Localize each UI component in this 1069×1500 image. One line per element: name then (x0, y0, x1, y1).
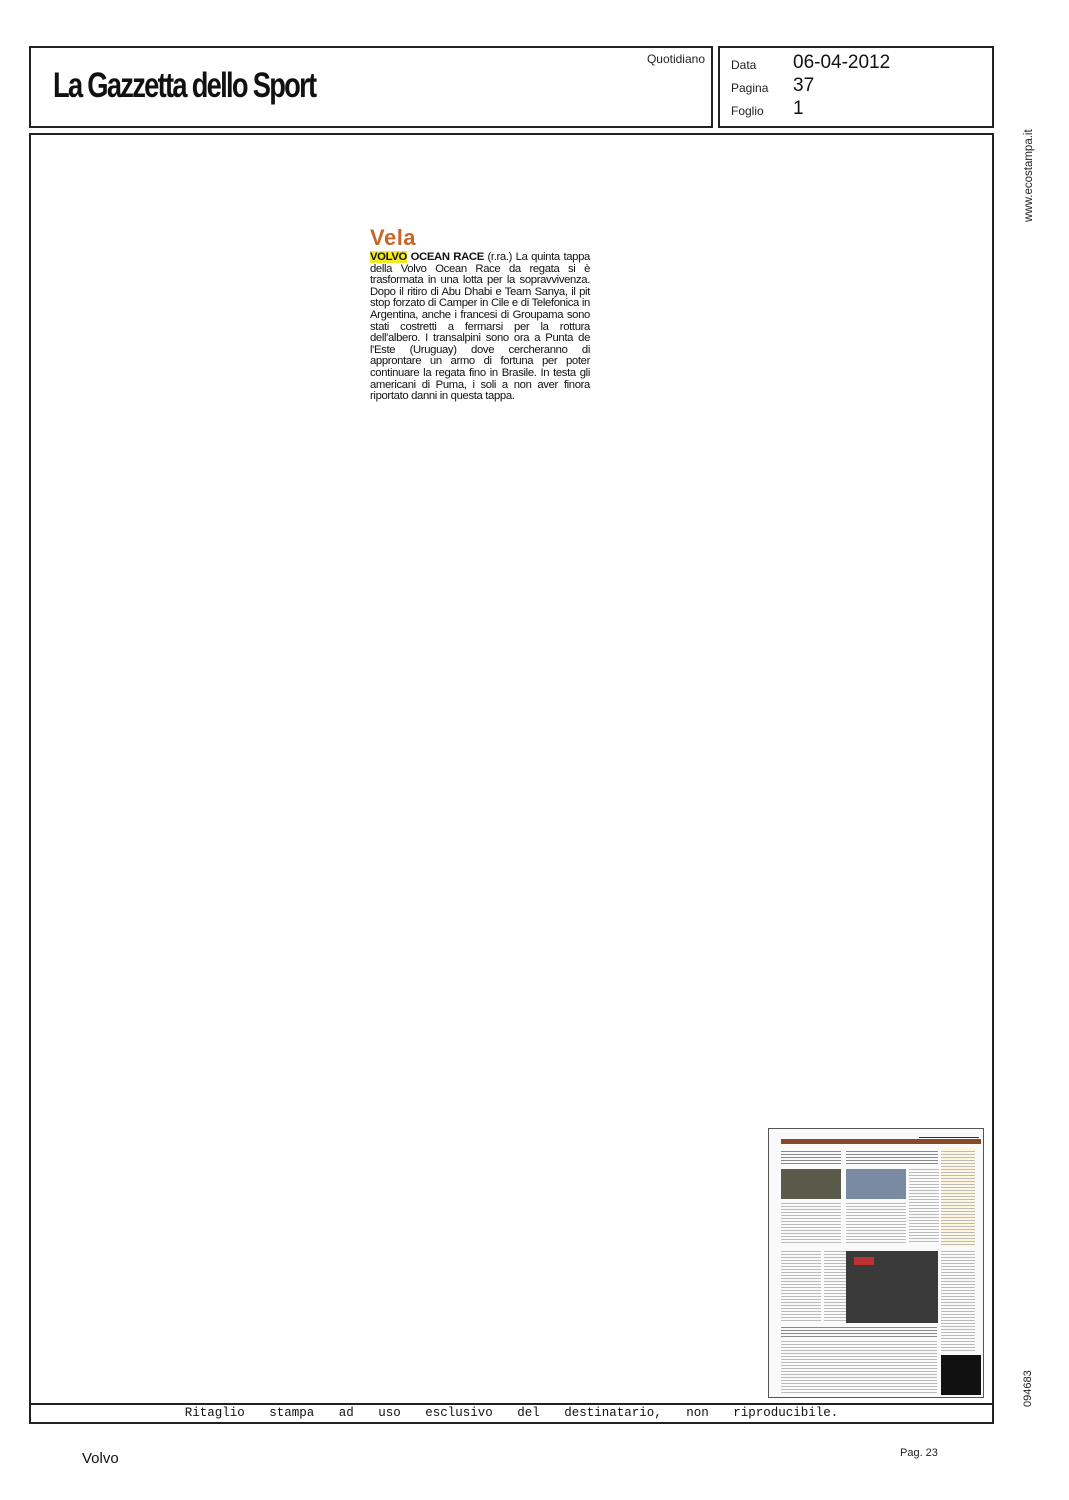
article (370, 226, 590, 403)
sheet-value: 1 (793, 98, 804, 119)
section-title: Vela (370, 225, 417, 250)
page-label: Pagina (731, 81, 769, 95)
date-label: Data (731, 58, 757, 72)
masthead-logo: La Gazzetta dello Sport (53, 66, 316, 105)
date-value: 06-04-2012 (793, 52, 891, 73)
thumb-headline (781, 1327, 937, 1337)
thumb-text (781, 1251, 821, 1323)
highlighted-keyword: VOLVO (370, 251, 407, 263)
ecostampa-url: www.ecostampa.it (1023, 129, 1035, 222)
info-box (718, 46, 994, 128)
thumb-photo (781, 1169, 841, 1199)
article-body (370, 252, 590, 403)
page-thumbnail (768, 1128, 984, 1398)
thumb-text (941, 1151, 975, 1247)
sheet-label: Foglio (731, 104, 764, 118)
thumb-headline (781, 1151, 841, 1165)
info-row-date (731, 52, 981, 74)
article-text: (r.ra.) La quinta tappa della Volvo Ocean Race da regata si è trasformata in una lotta per la sopravvivenza. Dopo il ritiro di Abu Dhabi e Team Sanya, il pit stop forzato di Camper in Cile e di Telefonica in Argentina, anche i francesi di Groupama sono stati costretti a fermarsi per la rottura dell'albero. I transalpini sono ora a Punta de l'Este (Uruguay) dove cercheranno di approntare un armo di fortuna per poter continuare la regata fino in Brasile. In testa gli americani di Puma, i soli a non aver finora riportato danni in questa tappa. (370, 251, 590, 403)
disclaimer-text: Ritaglio stampa ad uso esclusivo del destinatario, non riproducibile. (184, 1406, 839, 1420)
publication-type: Quotidiano (646, 52, 705, 66)
clipping-code: 094683 (1022, 1370, 1034, 1407)
page-value: 37 (793, 75, 815, 96)
header-box (29, 46, 713, 128)
thumb-header (919, 1131, 979, 1138)
thumb-photo (846, 1169, 906, 1199)
article-kicker: OCEAN RACE (410, 251, 484, 263)
keyword-label: Volvo (82, 1450, 119, 1467)
thumb-logo (854, 1257, 874, 1265)
thumb-section-band (781, 1139, 981, 1144)
thumb-ad (941, 1355, 981, 1395)
thumb-text (846, 1203, 906, 1243)
thumb-text (781, 1341, 937, 1393)
thumb-text (824, 1251, 846, 1323)
info-row-sheet (731, 98, 981, 120)
page-number: Pag. 23 (900, 1447, 938, 1459)
thumb-headline (846, 1151, 938, 1165)
thumb-text (941, 1251, 975, 1351)
info-row-page (731, 75, 981, 97)
thumb-text (909, 1169, 939, 1243)
thumb-text (781, 1203, 841, 1243)
